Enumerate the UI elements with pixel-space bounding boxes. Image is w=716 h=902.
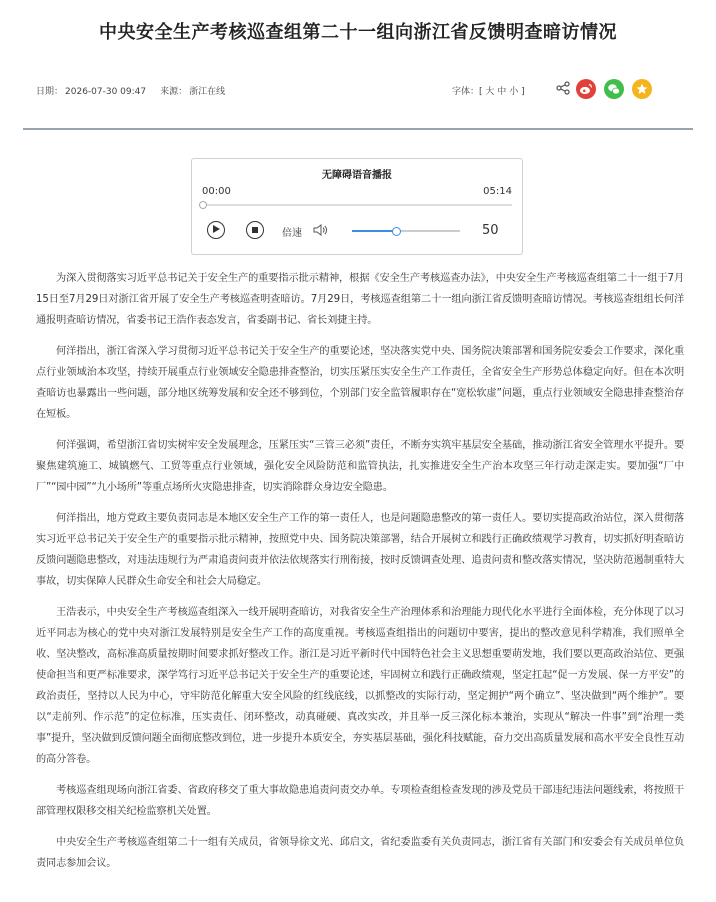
stop-button[interactable] xyxy=(246,221,264,239)
font-size-large[interactable]: 大 xyxy=(485,87,495,97)
audio-player-title: 无障碍语音播报 xyxy=(322,170,392,181)
header-divider xyxy=(23,128,693,130)
source-name: 浙江在线 xyxy=(189,87,226,97)
article-paragraph: 考核巡查组现场向浙江省委、省政府移交了重大事故隐患追责问责交办单。专项检查组检查发现的涉及党员干部违纪违法问题线索，将按照干部管理权限移交相关纪检监察机关处置。 xyxy=(36,785,684,817)
font-size-small[interactable]: 小 xyxy=(509,87,519,97)
progress-handle[interactable] xyxy=(199,201,207,209)
article-meta xyxy=(36,84,227,97)
volume-slider[interactable] xyxy=(352,230,460,232)
volume-value: 50 xyxy=(482,223,499,238)
audio-player xyxy=(191,158,523,255)
volume-handle[interactable] xyxy=(392,227,401,236)
date-label: 日期： xyxy=(36,87,64,97)
current-time: 00:00 xyxy=(202,186,231,197)
article-paragraph: 为深入贯彻落实习近平总书记关于安全生产的重要指示批示精神，根据《安全生产考核巡查办法》，中央安全生产考核巡查组第二十一组于7月15日至7月29日对浙江省开展了安全生产考核巡查明查暗访。7月29日，考核巡查组第二十一组向浙江省反馈明查暗访情况。考核巡查组组长何洋通报明查暗访情况，省委书记王浩作表态发言，省委副书记、省长刘捷主持。 xyxy=(36,273,684,326)
font-size-bracket-open: [ xyxy=(479,87,483,97)
article-paragraph: 中央安全生产考核巡查组第二十一组有关成员，省领导徐文光、邱启文，省纪委监委有关负责同志，浙江省有关部门和安委会有关成员单位负责同志参加会议。 xyxy=(36,837,684,869)
volume-fill xyxy=(352,230,396,232)
article-paragraph: 何洋指出，浙江省深入学习贯彻习近平总书记关于安全生产的重要论述，坚决落实党中央、国务院决策部署和国务院安委会工作要求，深化重点行业领域治本攻坚，持续开展重点行业领域安全隐患排查整治，切实压紧压实安全生产工作责任，全省安全生产形势总体稳定向好。但在本次明查暗访也暴露出一些问题，部分地区统筹发展和安全还不够到位，个别部门安全监管履职存在“宽松软虚”问题，重点行业领域安全隐患排查整治存在短板。 xyxy=(36,346,684,420)
volume-icon[interactable] xyxy=(312,222,328,238)
share-icon[interactable] xyxy=(556,81,570,95)
article-paragraph: 何洋指出，地方党政主要负责同志是本地区安全生产工作的第一责任人，也是问题隐患整改的第一责任人。要切实提高政治站位，深入贯彻落实习近平总书记关于安全生产的重要指示批示精神，按照党中央、国务院决策部署，结合开展树立和践行正确政绩观学习教育，切实抓好明查暗访反馈问题隐患整改，对违法违规行为严肃追责问责并依法依规落实行刑衔接，按时反馈调查处理、追责问责和整改落实情况，坚决防范遏制重特大事故，切实保障人民群众生命安全和社会大局稳定。 xyxy=(36,513,684,587)
font-size-control xyxy=(452,84,525,97)
font-size-bracket-close: ] xyxy=(521,87,525,97)
duration: 05:14 xyxy=(483,186,512,197)
article-body xyxy=(36,268,684,884)
favorite-icon[interactable] xyxy=(632,79,652,99)
font-size-medium[interactable]: 中 xyxy=(497,87,507,97)
article-paragraph: 何洋强调，希望浙江省切实树牢安全发展理念，压紧压实“三管三必须”责任，不断夯实筑牢基层安全基础，推动浙江省安全管理水平提升。要聚焦建筑施工、城镇燃气、工贸等重点行业领域，强化安全风险防范和监管执法，扎实推进安全生产治本攻坚三年行动走深走实。要加强“厂中厂”“园中园”“九小场所”等重点场所火灾隐患排查，切实消除群众身边安全隐患。 xyxy=(36,440,684,493)
font-size-label: 字体： xyxy=(452,87,480,97)
progress-bar[interactable] xyxy=(202,204,512,206)
speed-button[interactable]: 倍速 xyxy=(282,228,302,239)
weibo-icon[interactable] xyxy=(576,79,596,99)
publish-date: 2026-07-30 09:47 xyxy=(65,87,147,97)
page-title: 中央安全生产考核巡查组第二十一组向浙江省反馈明查暗访情况 xyxy=(99,22,617,43)
wechat-icon[interactable] xyxy=(604,79,624,99)
article-paragraph: 王浩表示，中央安全生产考核巡查组深入一线开展明查暗访，对我省安全生产治理体系和治理能力现代化水平进行全面体检，充分体现了以习近平同志为核心的党中央对浙江发展特别是安全生产工作的高度重视。考核巡查组指出的问题切中要害，提出的整改意见科学精准，我们照单全收、坚决整改，高标准高质量按期时间要求抓好整改工作。浙江是习近平新时代中国特色社会主义思想重要萌发地，我们要以更高政治站位、更强使命担当和更严标准要求，深学笃行习近平总书记关于安全生产的重要论述，牢固树立和践行正确政绩观，坚定扛起“促一方发展、保一方平安”的政治责任，坚持以人民为中心，守牢防范化解重大安全风险的红线底线，以抓整改的实际行动，坚定拥护“两个确立”、坚决做到“两个维护”。要以“走前列、作示范”的定位标准，压实责任、闭环整改，动真碰硬、真改实改，并且举一反三深化标本兼治，实现从“解决一件事”到“治理一类事”提升，坚决做到反馈问题全面彻底整改到位，进一步提升本质安全，夯实基层基础，强化科技赋能，奋力交出高质量发展和高水平安全良性互动的高分答卷。 xyxy=(36,607,684,765)
play-button[interactable] xyxy=(207,221,225,239)
source-label: 来源： xyxy=(160,87,188,97)
